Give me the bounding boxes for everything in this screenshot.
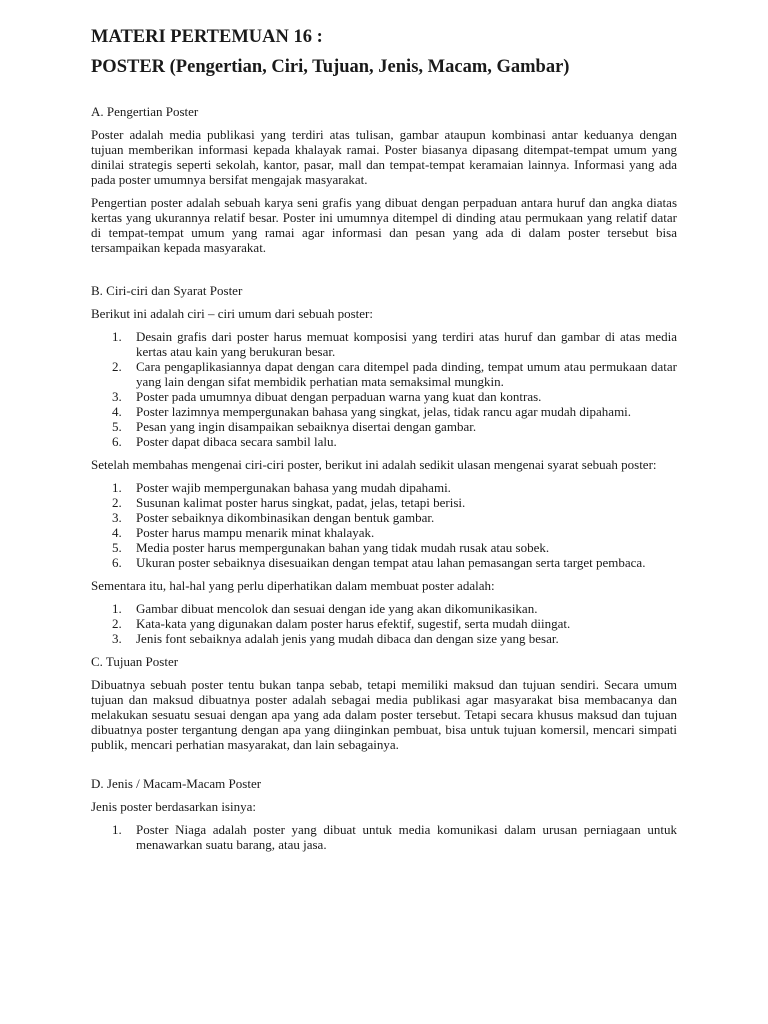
list-number: 2. [112, 495, 122, 510]
doc-title-line-1: MATERI PERTEMUAN 16 : [91, 27, 323, 47]
list-item [91, 359, 677, 389]
list-item [91, 434, 677, 449]
section-c-paragraph: Dibuatnya sebuah poster tentu bukan tanpa sebab, tetapi memiliki maksud dan tujuan sendiri. Secara umum tujuan dan maksud dibuatnya poster adalah sebagai media publikasi agar masyarakat bisa membacanya dan melakukan sesuatu sesuai dengan apa yang ada dalam poster tersebut. Tetapi secara khusus maksud dan tujuan dibuatnya poster tergantung dengan apa yang diinginkan pembuat, bisa untuk tujuan komersil, mencari simpati publik, mencari perhatian masyarakat, dan lain sebagainya. [91, 677, 677, 752]
list-item [91, 822, 677, 852]
list-item [91, 389, 677, 404]
list-item [91, 329, 677, 359]
list-text: Poster harus mampu menarik minat khalayak. [136, 525, 375, 540]
list-text: Gambar dibuat mencolok dan sesuai dengan ide yang akan dikomunikasikan. [136, 601, 538, 616]
list-number: 2. [112, 359, 122, 374]
list-number: 3. [112, 389, 122, 404]
list-item [91, 404, 677, 419]
list-number: 5. [112, 540, 122, 555]
list-text: Poster pada umumnya dibuat dengan perpaduan warna yang kuat dan kontras. [136, 389, 542, 404]
list-number: 4. [112, 404, 122, 419]
list-item [91, 616, 677, 631]
list-number: 3. [112, 631, 122, 646]
list-text: Poster dapat dibaca secara sambil lalu. [136, 434, 337, 449]
list-number: 5. [112, 419, 122, 434]
perhatian-intro: Sementara itu, hal-hal yang perlu diperhatikan dalam membuat poster adalah: [91, 578, 495, 593]
section-d-heading: D. Jenis / Macam-Macam Poster [91, 776, 262, 791]
list-text: Poster Niaga adalah poster yang dibuat untuk media komunikasi dalam urusan perniagaan untuk menawarkan suatu barang, atau jasa. [136, 822, 677, 852]
list-item [91, 510, 677, 525]
list-text: Ukuran poster sebaiknya disesuaikan dengan tempat atau lahan pemasangan serta target pembaca. [136, 555, 646, 570]
list-number: 4. [112, 525, 122, 540]
list-number: 1. [112, 329, 122, 344]
section-a-heading: A. Pengertian Poster [91, 104, 199, 119]
list-number: 2. [112, 616, 122, 631]
list-number: 6. [112, 555, 122, 570]
list-text: Pesan yang ingin disampaikan sebaiknya disertai dengan gambar. [136, 419, 477, 434]
list-number: 1. [112, 822, 122, 837]
ciri-list [91, 329, 677, 449]
document-body [91, 22, 677, 852]
section-d-intro: Jenis poster berdasarkan isinya: [91, 799, 256, 814]
jenis-list [91, 822, 677, 852]
list-text: Susunan kalimat poster harus singkat, padat, jelas, tetapi berisi. [136, 495, 466, 510]
list-item [91, 495, 677, 510]
list-text: Kata-kata yang digunakan dalam poster harus efektif, sugestif, serta mudah diingat. [136, 616, 571, 631]
list-item [91, 525, 677, 540]
list-text: Jenis font sebaiknya adalah jenis yang mudah dibaca dan dengan size yang besar. [136, 631, 559, 646]
list-item [91, 480, 677, 495]
section-c-heading: C. Tujuan Poster [91, 654, 179, 669]
list-text: Poster lazimnya mempergunakan bahasa yang singkat, jelas, tidak rancu agar mudah dipahami. [136, 404, 632, 419]
list-item [91, 540, 677, 555]
section-a-paragraph-1: Poster adalah media publikasi yang terdiri atas tulisan, gambar ataupun kombinasi antar keduanya dengan tujuan memberikan informasi kepada khalayak ramai. Poster biasanya dipasang ditempat-tempat umum yang dinilai strategis seperti sekolah, kantor, pasar, mall dan tempat-tempat keramaian lainnya. Informasi yang ada pada poster umumnya bersifat mengajak masyarakat. [91, 127, 677, 187]
syarat-list [91, 480, 677, 570]
section-b-heading: B. Ciri-ciri dan Syarat Poster [91, 283, 243, 298]
list-item [91, 419, 677, 434]
list-text: Media poster harus mempergunakan bahan yang tidak mudah rusak atau sobek. [136, 540, 550, 555]
list-text: Poster sebaiknya dikombinasikan dengan bentuk gambar. [136, 510, 435, 525]
list-text: Cara pengaplikasiannya dapat dengan cara ditempel pada dinding, tempat umum atau permukaan datar yang lain dengan sifat membidik perhatian mata semaksimal mungkin. [136, 359, 677, 389]
list-number: 1. [112, 480, 122, 495]
doc-title-line-2: POSTER (Pengertian, Ciri, Tujuan, Jenis, Macam, Gambar) [91, 57, 570, 77]
list-text: Desain grafis dari poster harus memuat komposisi yang terdiri atas huruf dan gambar di atas media kertas atau kain yang berukuran besar. [136, 329, 677, 359]
section-a-paragraph-2: Pengertian poster adalah sebuah karya seni grafis yang dibuat dengan perpaduan antara huruf dan angka diatas kertas yang ukurannya relatif besar. Poster ini umumnya ditempel di dinding atau permukaan yang relatif datar di tempat-tempat umum yang ramai agar informasi dan pesan yang ada di dalam poster tersebut bisa tersampaikan kepada masyarakat. [91, 195, 677, 255]
perhatian-list [91, 601, 677, 646]
syarat-intro: Setelah membahas mengenai ciri-ciri poster, berikut ini adalah sedikit ulasan mengenai syarat sebuah poster: [91, 457, 657, 472]
list-item [91, 631, 677, 646]
list-item [91, 555, 677, 570]
list-number: 6. [112, 434, 122, 449]
list-number: 3. [112, 510, 122, 525]
list-number: 1. [112, 601, 122, 616]
list-text: Poster wajib mempergunakan bahasa yang mudah dipahami. [136, 480, 451, 495]
section-b-intro: Berikut ini adalah ciri – ciri umum dari sebuah poster: [91, 306, 373, 321]
list-item [91, 601, 677, 616]
